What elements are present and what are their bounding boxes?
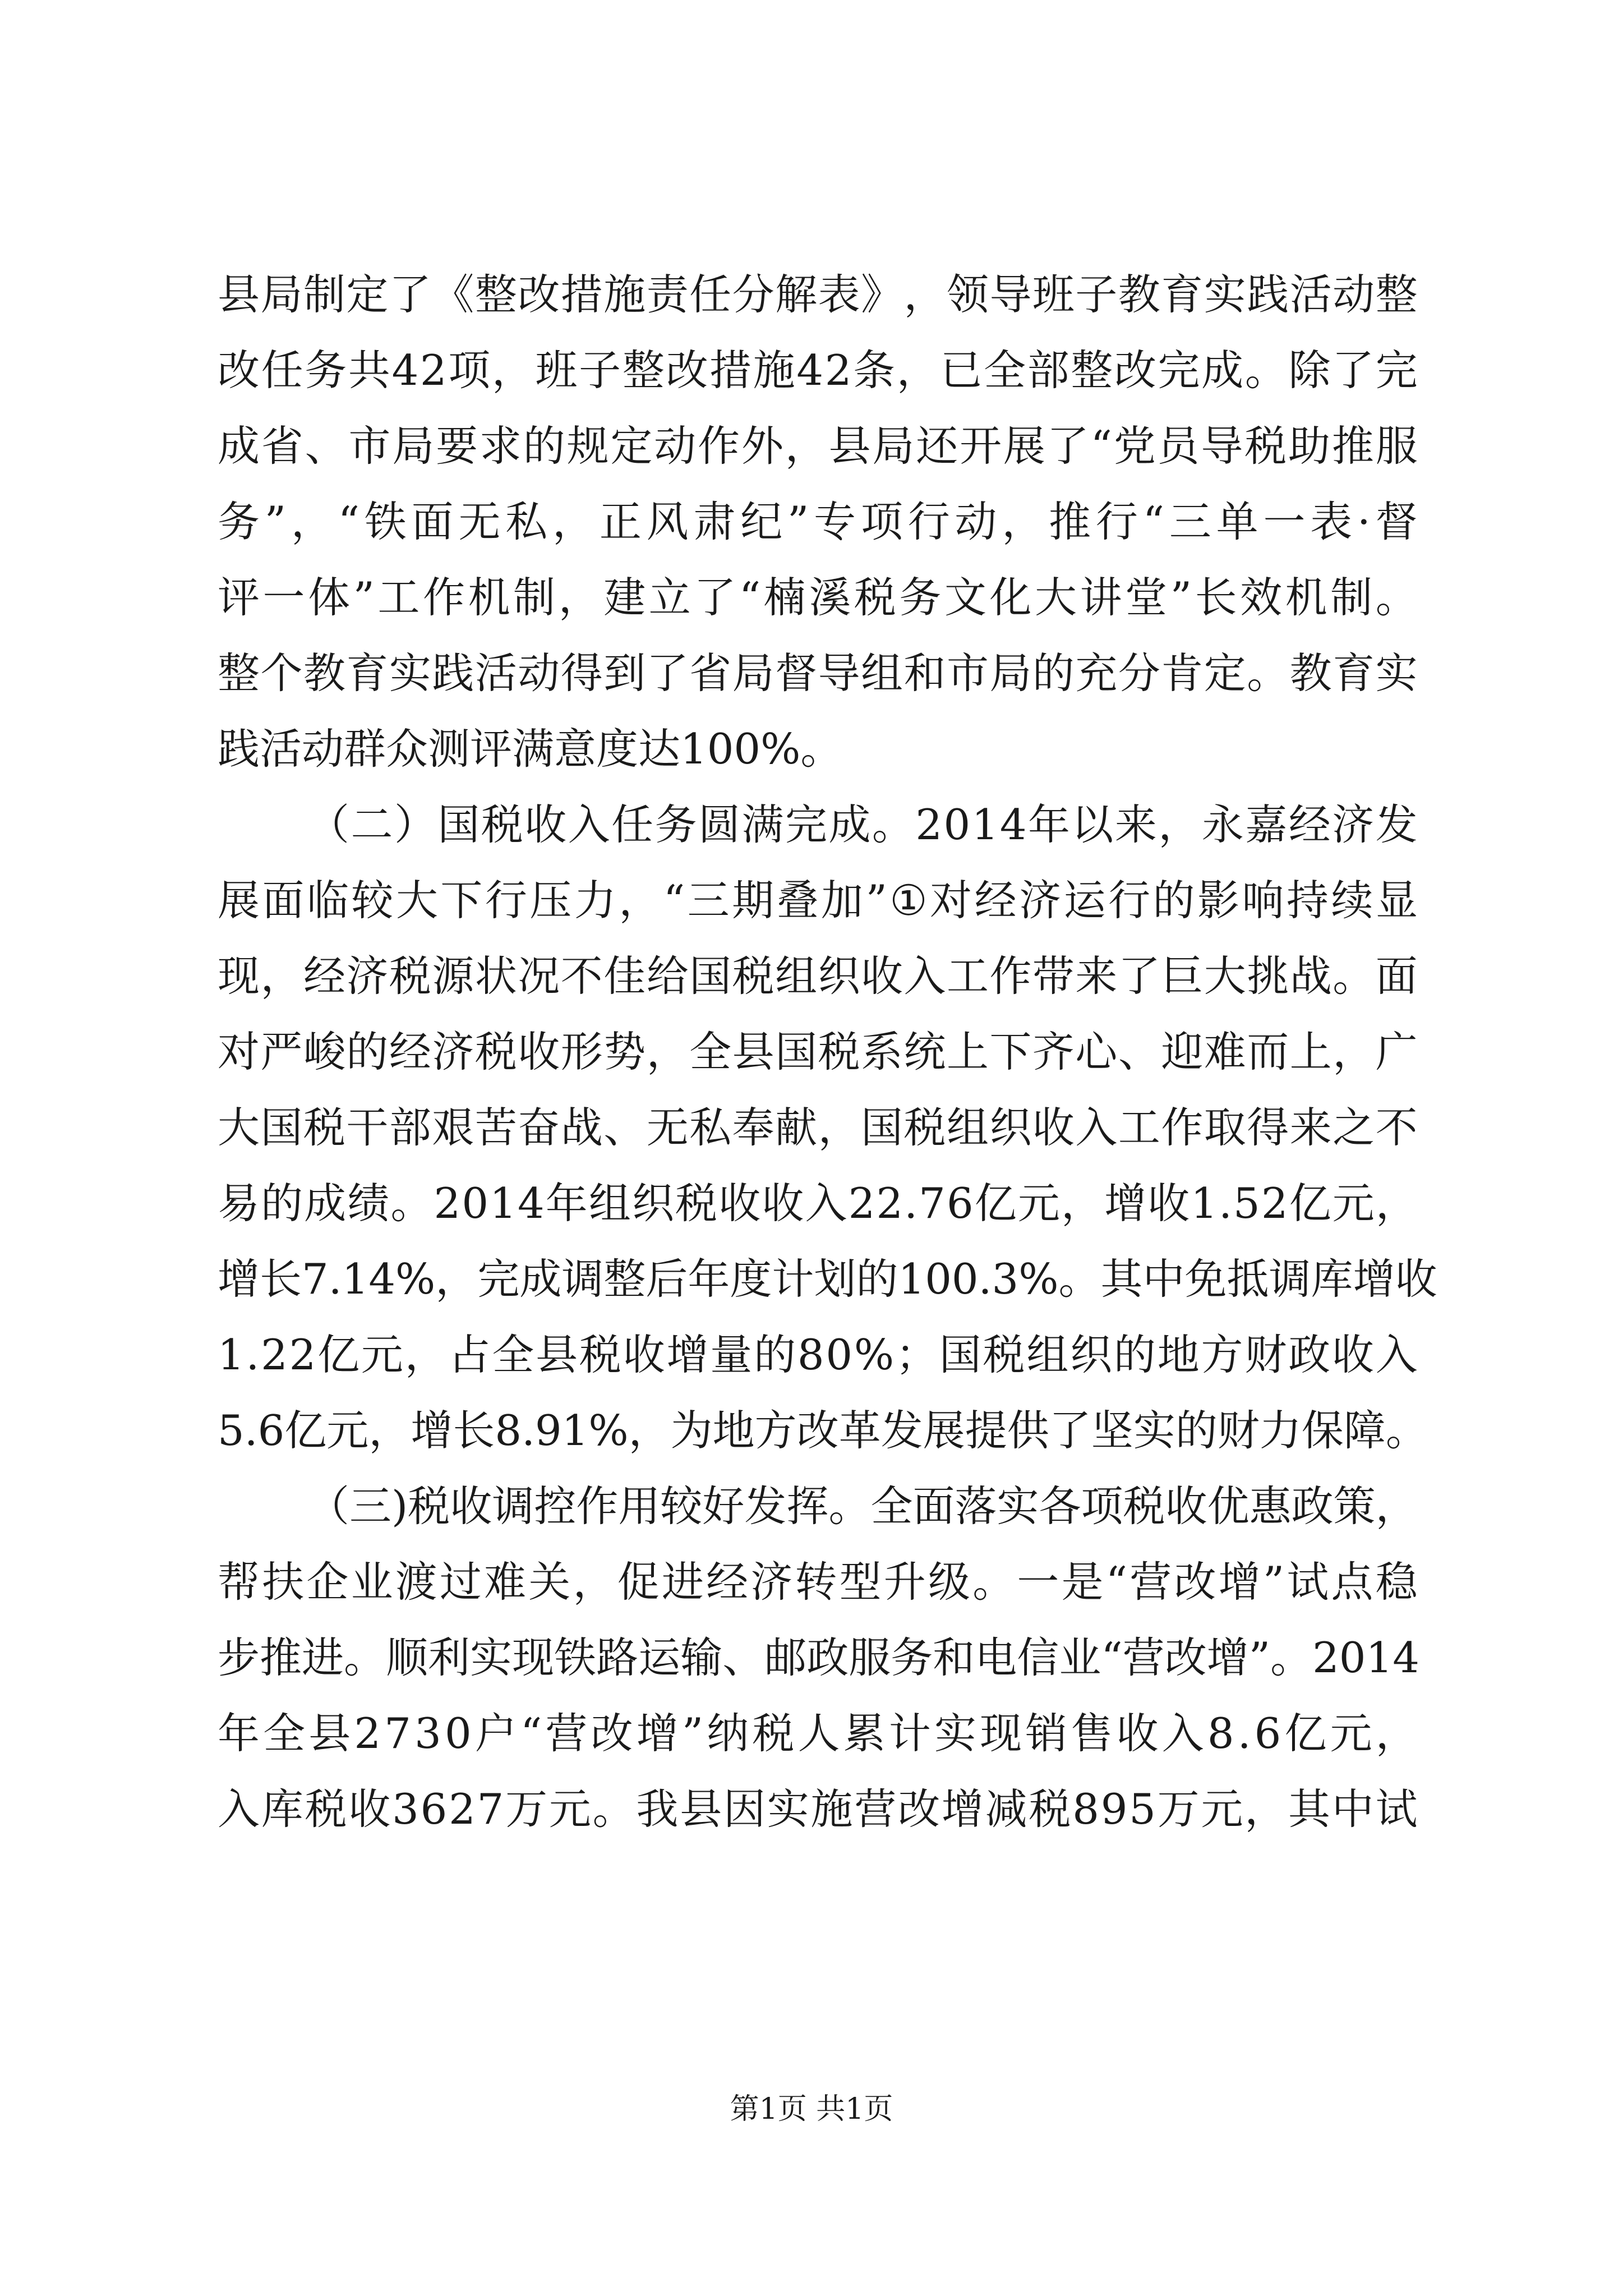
text-line: 步 推 进 。 顺 利 实 现 铁 路 运 输 、 邮 政 服 务 和 电 信 业 “ 营 改 增 ” 。 2 0 1 4 (218, 1633, 1419, 1682)
text-line: 改 任 务 共 4 2 项 ， 班 子 整 改 措 施 4 2 条 ， 已 全 部 整 改 完 成 。 除 了 完 (218, 346, 1418, 395)
text-line: 入 库 税 收 3 6 2 7 万 元 。 我 县 因 实 施 营 改 增 减 税 8 9 5 万 元 ， 其 中 试 (218, 1784, 1418, 1834)
paragraph-heading-line: （ 二 ） 国 税 收 入 任 务 圆 满 完 成 。 2 0 1 4 年 以 来 ， 永 嘉 经 济 发 (307, 800, 1418, 849)
text-line: 展 面 临 较 大 下 行 压 力 ， “ 三 期 叠 加 ” ① 对 经 济 运 行 的 影 响 持 续 显 (218, 876, 1418, 925)
text-line: 年 全 县 2 7 3 0 户 “ 营 改 增 ” 纳 税 人 累 计 实 现 销 售 收 入 8 . 6 亿 元 ， (218, 1709, 1418, 1758)
text-line: 务 ” ， “ 铁 面 无 私 ， 正 风 肃 纪 ” 专 项 行 动 ， 推 行 “ 三 单 一 表 · 督 (218, 497, 1418, 546)
text-line: 大 国 税 干 部 艰 苦 奋 战 、 无 私 奉 献 ， 国 税 组 织 收 入 工 作 取 得 来 之 不 (218, 1103, 1418, 1152)
text-line: 县 局 制 定 了 《 整 改 措 施 责 任 分 解 表 》 ， 领 导 班 子 教 育 实 践 活 动 整 (218, 270, 1418, 319)
text-line: 践活动群众测评满意度达100%。 (218, 724, 843, 774)
paragraph-heading-line: （ 三 ) 税 收 调 控 作 用 较 好 发 挥 。 全 面 落 实 各 项 税 收 优 惠 政 策 ， (307, 1481, 1418, 1531)
text-line: 帮 扶 企 业 渡 过 难 关 ， 促 进 经 济 转 型 升 级 。 一 是 “ 营 改 增 ” 试 点 稳 (218, 1557, 1418, 1607)
text-line: 增 长 7 . 1 4 % ， 完 成 调 整 后 年 度 计 划 的 1 0 0 . 3 % 。 其 中 免 抵 调 库 增 收 (218, 1254, 1437, 1304)
text-line: 5 . 6 亿 元 ， 增 长 8 . 9 1 % ， 为 地 方 改 革 发 展 提 供 了 坚 实 的 财 力 保 障 。 (218, 1406, 1428, 1455)
text-line: 整 个 教 育 实 践 活 动 得 到 了 省 局 督 导 组 和 市 局 的 充 分 肯 定 。 教 育 实 (218, 648, 1418, 698)
text-line: 评 一 体 ” 工 作 机 制 ， 建 立 了 “ 楠 溪 税 务 文 化 大 讲 堂 ” 长 效 机 制 。 (218, 573, 1418, 622)
text-line: 成 省 、 市 局 要 求 的 规 定 动 作 外 ， 县 局 还 开 展 了 “ 党 员 导 税 助 推 服 (218, 421, 1418, 471)
text-line: 现 ， 经 济 税 源 状 况 不 佳 给 国 税 组 织 收 入 工 作 带 来 了 巨 大 挑 战 。 面 (218, 951, 1418, 1001)
text-line: 1 . 2 2 亿 元 ， 占 全 县 税 收 增 量 的 8 0 % ； 国 税 组 织 的 地 方 财 政 收 入 (218, 1330, 1418, 1379)
text-line: 易 的 成 绩 。 2 0 1 4 年 组 织 税 收 收 入 2 2 . 7 6 亿 元 ， 增 收 1 . 5 2 亿 元 ， (218, 1179, 1418, 1228)
text-line: 对 严 峻 的 经 济 税 收 形 势 ， 全 县 国 税 系 统 上 下 齐 心 、 迎 难 而 上 ， 广 (218, 1027, 1418, 1076)
page-footer: 第1页 共1页 (730, 2092, 893, 2126)
